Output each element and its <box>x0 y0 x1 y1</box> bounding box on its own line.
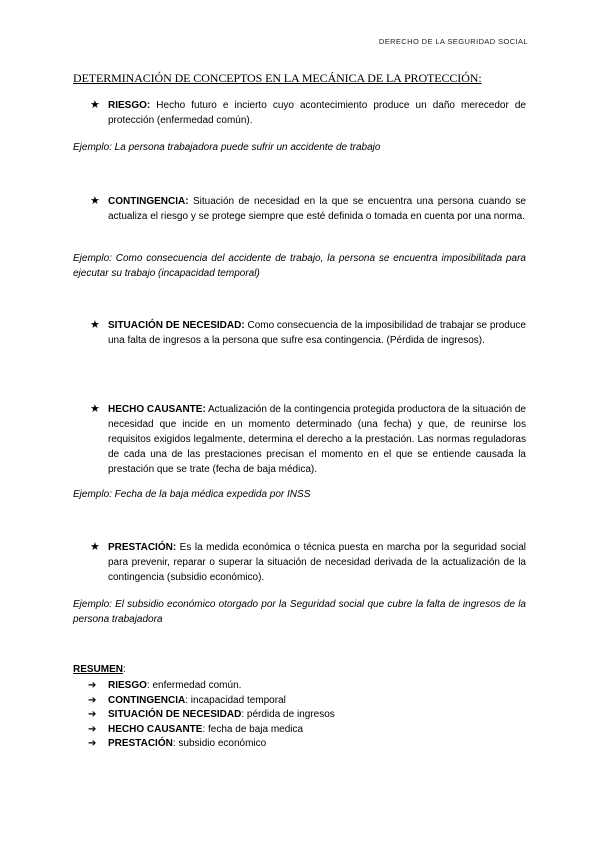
concept-contingencia <box>90 194 526 224</box>
concept-term: CONTINGENCIA: <box>108 196 189 207</box>
arrow-right-icon: ➔ <box>88 738 97 749</box>
list-item: ➔ SITUACIÓN DE NECESIDAD: pérdida de ingresos <box>88 708 335 723</box>
star-icon: ★ <box>90 403 100 415</box>
concept-prestacion <box>90 540 526 585</box>
list-item: ➔ PRESTACIÓN: subsidio económico <box>88 737 335 752</box>
concept-hecho-causante <box>90 402 526 477</box>
concept-definition: Situación de necesidad en la que se encuentra una persona cuando se actualiza el riesgo y se protege siempre que esté definida o tomada en cuenta por una norma. <box>108 196 526 222</box>
concept-definition: Es la medida económica o técnica puesta en marcha por la seguridad social para prevenir, reparar o superar la situación de necesidad derivada de la actualización de la contingencia (subsidio económico). <box>108 542 526 583</box>
example-riesgo: Ejemplo: La persona trabajadora puede sufrir un accidente de trabajo <box>73 142 381 153</box>
concept-term: HECHO CAUSANTE: <box>108 404 206 415</box>
document-title: DETERMINACIÓN DE CONCEPTOS EN LA MECÁNICA DE LA PROTECCIÓN: <box>73 71 482 85</box>
concept-definition: Como consecuencia de la imposibilidad de trabajar se produce una falta de ingresos a la persona que sufre esa contingencia. (Pérdida de ingresos). <box>108 320 526 346</box>
concept-term: SITUACIÓN DE NECESIDAD: <box>108 320 245 331</box>
example-hecho-causante: Ejemplo: Fecha de la baja médica expedida por INSS <box>73 489 311 500</box>
example-prestacion: Ejemplo: El subsidio económico otorgado por la Seguridad social que cubre la falta de ingresos de la persona trabajadora <box>73 599 526 625</box>
concept-situacion-necesidad <box>90 318 526 348</box>
concept-term: PRESTACIÓN: <box>108 542 177 553</box>
star-icon: ★ <box>90 319 100 331</box>
list-item: ➔ HECHO CAUSANTE: fecha de baja medica <box>88 723 335 738</box>
star-icon: ★ <box>90 99 100 111</box>
star-icon: ★ <box>90 195 100 207</box>
page-header: DERECHO DE LA SEGURIDAD SOCIAL <box>378 37 528 46</box>
concept-term: RIESGO: <box>108 100 151 111</box>
arrow-right-icon: ➔ <box>88 680 97 691</box>
list-item: ➔ CONTINGENCIA: incapacidad temporal <box>88 694 335 709</box>
concept-riesgo <box>90 98 526 128</box>
arrow-right-icon: ➔ <box>88 694 97 706</box>
star-icon: ★ <box>90 541 100 553</box>
summary-title: RESUMEN: <box>73 664 126 675</box>
concept-definition: Hecho futuro e incierto cuyo acontecimiento produce un daño merecedor de protección (enfermedad común). <box>108 100 526 126</box>
arrow-right-icon: ➔ <box>88 709 97 720</box>
list-item: ➔ RIESGO: enfermedad común. <box>88 679 335 694</box>
example-contingencia: Ejemplo: Como consecuencia del accidente de trabajo, la persona se encuentra imposibilitada para ejecutar su trabajo (incapacidad temporal) <box>73 253 526 279</box>
summary-list <box>88 679 335 752</box>
concept-definition: Actualización de la contingencia protegida productora de la situación de necesidad que incide en un momento determinado (una fecha) y que, de reunirse los requisitos exigidos legalmente, determina el derecho a la prestación. Las normas reguladoras de cada una de las prestaciones precisan el momento en el que se entiende causada la prestación que se trate (fecha de baja médica). <box>108 404 526 475</box>
arrow-right-icon: ➔ <box>88 723 97 735</box>
